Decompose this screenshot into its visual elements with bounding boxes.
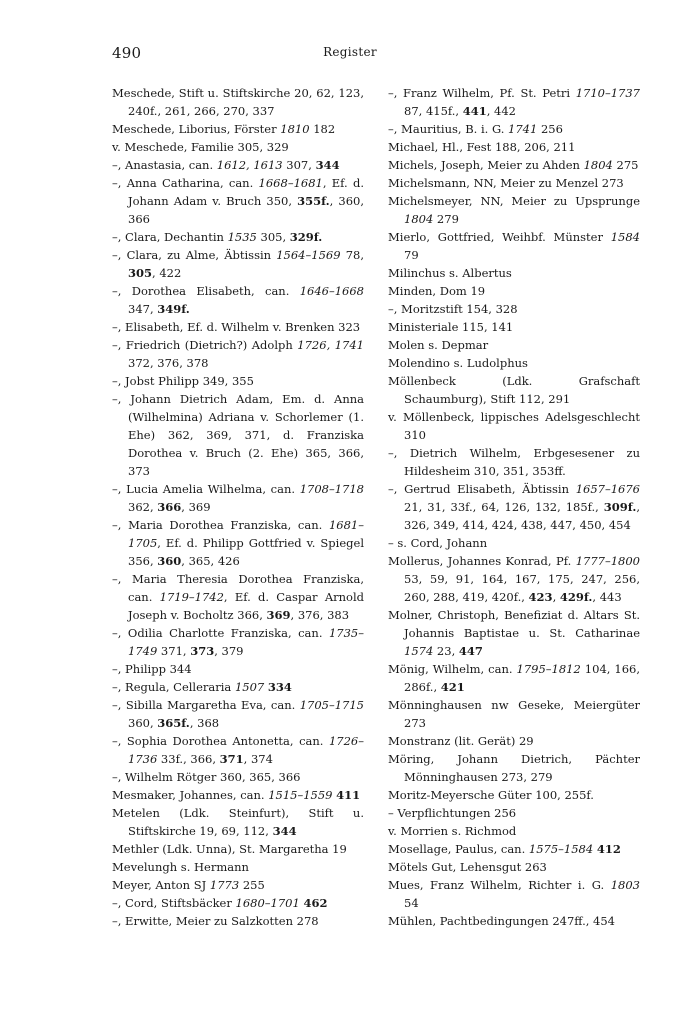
index-entry: –, Elisabeth, Ef. d. Wilhelm v. Brenken 323 <box>112 320 361 334</box>
index-entry: –, Anna Catharina, can. 1668–1681, Ef. d. Johann Adam v. Bruch 350, 355f., 360, 366 <box>112 176 364 226</box>
index-entry: Möring, Johann Dietrich, Pächter Mönninghausen 273, 279 <box>388 752 640 784</box>
index-entry: –, Philipp 344 <box>112 662 192 676</box>
index-column-left <box>112 84 364 930</box>
index-entry: –, Anastasia, can. 1612, 1613 307, 344 <box>112 158 340 172</box>
index-entry: Mollerus, Johannes Konrad, Pf. 1777–1800 53, 59, 91, 164, 167, 175, 247, 256, 260, 288, 419, 420f., 423, 429f., 443 <box>388 554 640 604</box>
index-entry: – s. Cord, Johann <box>388 536 488 550</box>
index-entry: Ministeriale 115, 141 <box>388 320 514 334</box>
index-entry: v. Morrien s. Richmod <box>388 824 517 838</box>
index-entry: –, Franz Wilhelm, Pf. St. Petri 1710–1737 87, 415f., 441, 442 <box>388 86 640 118</box>
index-entry: Moritz-Meyersche Güter 100, 255f. <box>388 788 594 802</box>
index-column-right <box>388 84 640 930</box>
index-entry: Molendino s. Ludolphus <box>388 356 528 370</box>
index-entry: –, Wilhelm Rötger 360, 365, 366 <box>112 770 301 784</box>
index-entry: Meschede, Stift u. Stiftskirche 20, 62, 123, 240f., 261, 266, 270, 337 <box>112 86 364 118</box>
index-entry: –, Erwitte, Meier zu Salzkotten 278 <box>112 914 319 928</box>
index-entry: –, Friedrich (Dietrich?) Adolph 1726, 1741 372, 376, 378 <box>112 338 364 370</box>
index-entry: v. Möllenbeck, lippisches Adelsgeschlecht 310 <box>388 410 640 442</box>
index-entry: Mevelungh s. Hermann <box>112 860 249 874</box>
index-entry: Michels, Joseph, Meier zu Ahden 1804 275 <box>388 158 639 172</box>
index-entry: – Verpflichtungen 256 <box>388 806 517 820</box>
index-entry: –, Cord, Stiftsbäcker 1680–1701 462 <box>112 896 328 910</box>
index-entry: –, Maria Dorothea Franziska, can. 1681–1705, Ef. d. Philipp Gottfried v. Spiegel 356, 360, 365, 426 <box>112 518 364 568</box>
index-entry: Mierlo, Gottfried, Weihbf. Münster 1584 79 <box>388 230 640 262</box>
index-entry: –, Dietrich Wilhelm, Erbgesesener zu Hildesheim 310, 351, 353ff. <box>388 446 640 478</box>
page-number: 490 <box>112 44 142 62</box>
index-entry: Metelen (Ldk. Steinfurt), Stift u. Stiftskirche 19, 69, 112, 344 <box>112 806 364 838</box>
index-entry: –, Sibilla Margaretha Eva, can. 1705–1715 360, 365f., 368 <box>112 698 364 730</box>
index-entry: Minden, Dom 19 <box>388 284 486 298</box>
index-entry: Michael, Hl., Fest 188, 206, 211 <box>388 140 576 154</box>
index-entry: –, Clara, Dechantin 1535 305, 329f. <box>112 230 323 244</box>
index-entry: –, Gertrud Elisabeth, Äbtissin 1657–1676 21, 31, 33f., 64, 126, 132, 185f., 309f., 326, 349, 414, 424, 438, 447, 450, 454 <box>388 482 640 532</box>
index-entry: –, Odilia Charlotte Franziska, can. 1735–1749 371, 373, 379 <box>112 626 364 658</box>
index-entry: Michelsmann, NN, Meier zu Menzel 273 <box>388 176 624 190</box>
index-entry: Mönninghausen nw Geseke, Meiergüter 273 <box>388 698 640 730</box>
index-entry: –, Clara, zu Alme, Äbtissin 1564–1569 78, 305, 422 <box>112 248 364 280</box>
index-entry: –, Sophia Dorothea Antonetta, can. 1726–1736 33f., 366, 371, 374 <box>112 734 364 766</box>
index-entry: –, Johann Dietrich Adam, Em. d. Anna (Wilhelmina) Adriana v. Schorlemer (1. Ehe) 362, 369, 371, d. Franziska Dorothea v. Bruch (2. Ehe) 365, 366, 373 <box>112 392 364 478</box>
index-entry: Mönig, Wilhelm, can. 1795–1812 104, 166, 286f., 421 <box>388 662 640 694</box>
index-entry: Meschede, Liborius, Förster 1810 182 <box>112 122 336 136</box>
index-entry: Mosellage, Paulus, can. 1575–1584 412 <box>388 842 621 856</box>
index-entry: –, Mauritius, B. i. G. 1741 256 <box>388 122 563 136</box>
index-entry: Möllenbeck (Ldk. Grafschaft Schaumburg), Stift 112, 291 <box>388 374 640 406</box>
index-entry: Mues, Franz Wilhelm, Richter i. G. 1803 54 <box>388 878 640 910</box>
index-entry: –, Moritzstift 154, 328 <box>388 302 518 316</box>
index-entry: v. Meschede, Familie 305, 329 <box>112 140 289 154</box>
index-entry: Mötels Gut, Lehensgut 263 <box>388 860 547 874</box>
running-title: Register <box>323 45 377 59</box>
index-entry: –, Regula, Celleraria 1507 334 <box>112 680 292 694</box>
index-entry: Methler (Ldk. Unna), St. Margaretha 19 <box>112 842 347 856</box>
index-entry: –, Dorothea Elisabeth, can. 1646–1668 347, 349f. <box>112 284 364 316</box>
index-entry: Mühlen, Pachtbedingungen 247ff., 454 <box>388 914 615 928</box>
index-entry: –, Lucia Amelia Wilhelma, can. 1708–1718 362, 366, 369 <box>112 482 364 514</box>
index-entry: Molen s. Depmar <box>388 338 489 352</box>
index-entry: Mesmaker, Johannes, can. 1515–1559 411 <box>112 788 361 802</box>
index-entry: Molner, Christoph, Benefiziat d. Altars St. Johannis Baptistae u. St. Catharinae 1574 23, 447 <box>388 608 640 658</box>
index-entry: Monstranz (lit. Gerät) 29 <box>388 734 534 748</box>
index-entry: Michelsmeyer, NN, Meier zu Upsprunge 1804 279 <box>388 194 640 226</box>
index-entry: –, Jobst Philipp 349, 355 <box>112 374 254 388</box>
index-entry: Meyer, Anton SJ 1773 255 <box>112 878 265 892</box>
index-entry: –, Maria Theresia Dorothea Franziska, can. 1719–1742, Ef. d. Caspar Arnold Joseph v. Bocholtz 366, 369, 376, 383 <box>112 572 364 622</box>
index-entry: Milinchus s. Albertus <box>388 266 512 280</box>
